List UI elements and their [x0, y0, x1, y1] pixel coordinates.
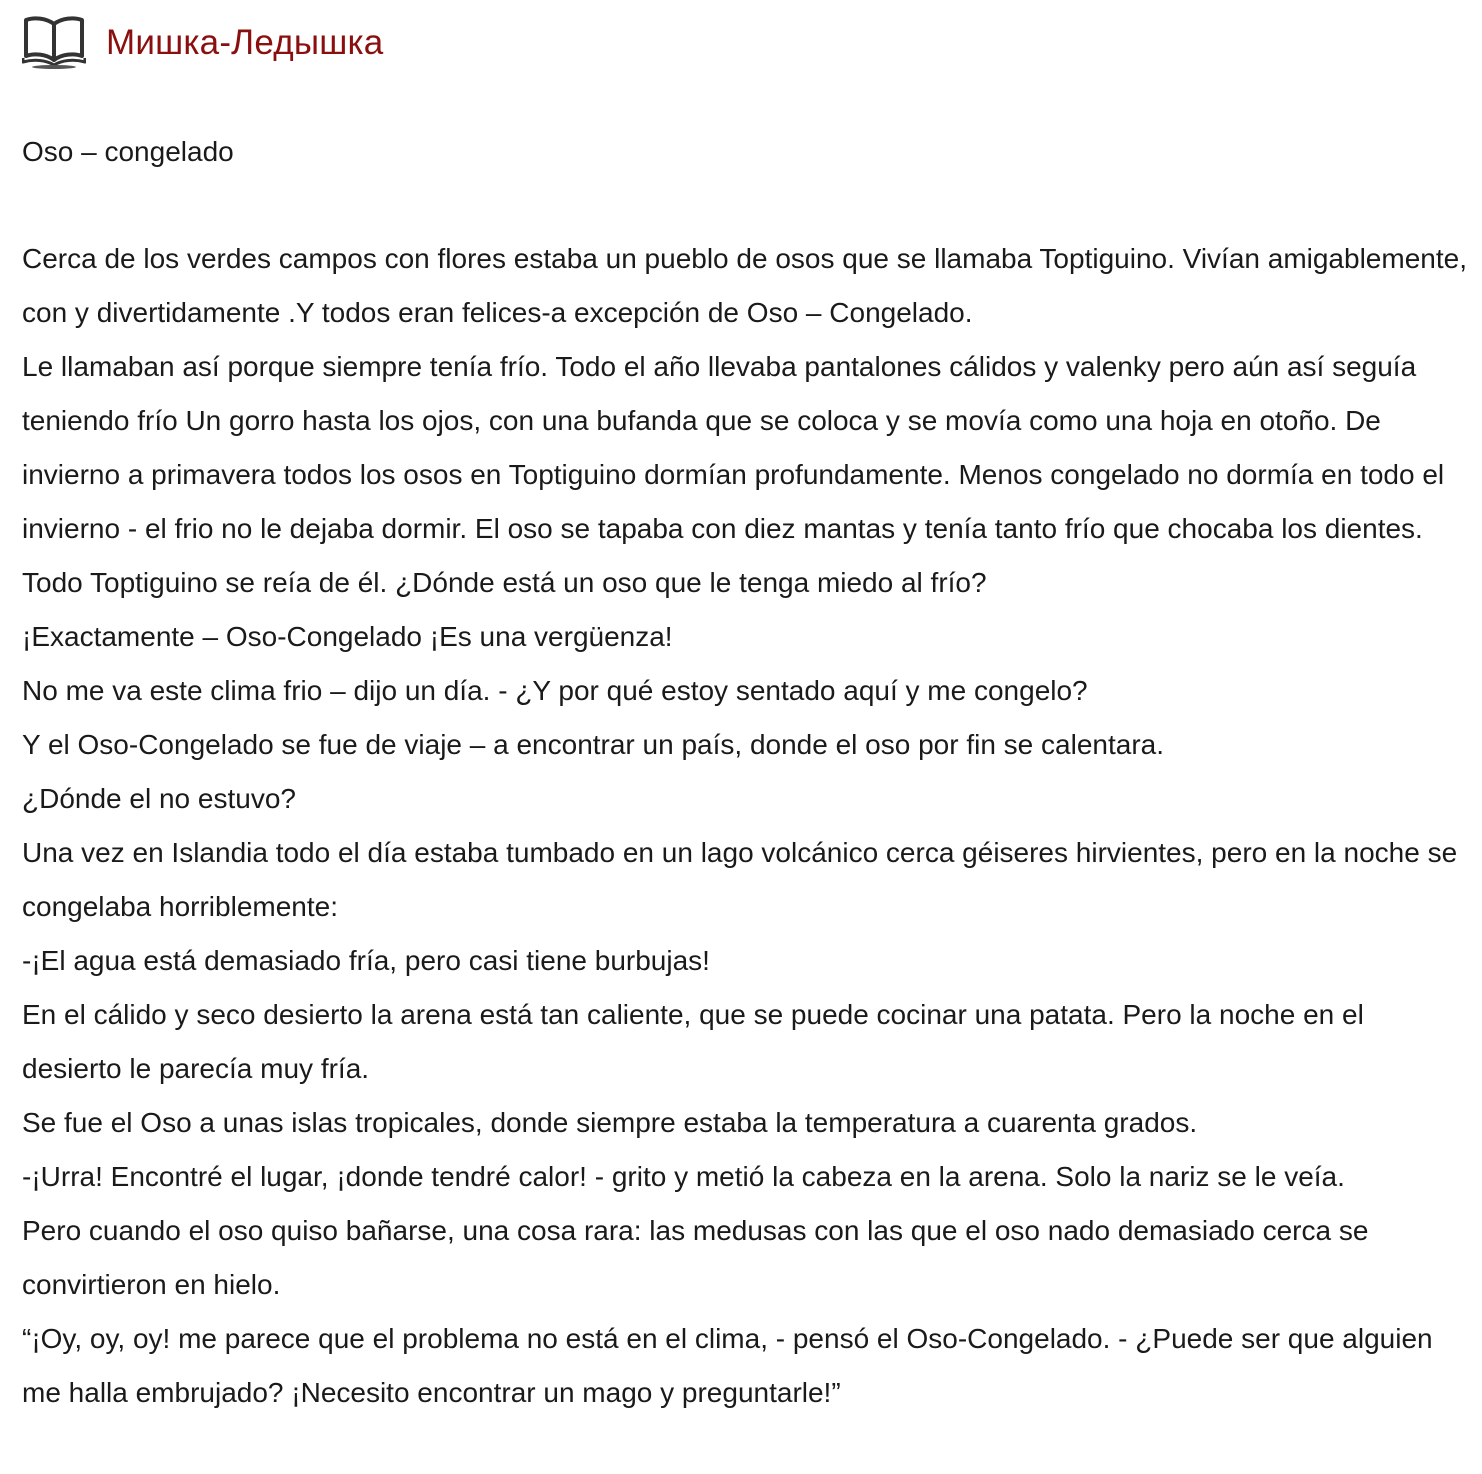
story-paragraph: ¡Exactamente – Oso-Congelado ¡Es una vergüenza!	[22, 621, 673, 652]
story-paragraph: Le llamaban así porque siempre tenía frío. Todo el año llevaba pantalones cálidos y valenky pero aún así seguía teniendo frío Un gorro hasta los ojos, con una bufanda que se coloca y se movía como una hoja en otoño. De invierno a primavera todos los osos en Toptiguino dormían profundamente. Menos congelado no dormía en todo el invierno - el frio no le dejaba dormir. El oso se tapaba con diez mantas y tenía tanto frío que chocaba los dientes.	[22, 351, 1445, 544]
story-paragraph: Pero cuando el oso quiso bañarse, una cosa rara: las medusas con las que el oso nado demasiado cerca se convirtieron en hielo.	[22, 1215, 1369, 1300]
book-icon	[22, 14, 86, 70]
story-title: Oso – congelado	[22, 136, 234, 167]
story-body	[22, 232, 1468, 1420]
story-paragraph: Se fue el Oso a unas islas tropicales, donde siempre estaba la temperatura a cuarenta grados.	[22, 1107, 1198, 1138]
story-paragraph: No me va este clima frio – dijo un día. - ¿Y por qué estoy sentado aquí y me congelo?	[22, 675, 1088, 706]
story-paragraph: En el cálido y seco desierto la arena está tan caliente, que se puede cocinar una patata. Pero la noche en el desierto le parecía muy fría.	[22, 999, 1364, 1084]
story-paragraph: -¡El agua está demasiado fría, pero casi tiene burbujas!	[22, 945, 710, 976]
site-title[interactable]: Мишка-Ледышка	[106, 22, 384, 62]
story-paragraph: -¡Urra! Encontré el lugar, ¡donde tendré calor! - grito y metió la cabeza en la arena. Solo la nariz se le veía.	[22, 1161, 1345, 1192]
story-paragraph: ¿Dónde el no estuvo?	[22, 783, 296, 814]
story-paragraph: Una vez en Islandia todo el día estaba tumbado en un lago volcánico cerca géiseres hirvientes, pero en la noche se congelaba horriblemente:	[22, 837, 1458, 922]
story-paragraph: “¡Oy, oy, oy! me parece que el problema no está en el clima, - pensó el Oso-Congelado. - ¿Puede ser que alguien me halla embrujado? ¡Necesito encontrar un mago y preguntarle!”	[22, 1323, 1433, 1408]
story-paragraph: Y el Oso-Congelado se fue de viaje – a encontrar un país, donde el oso por fin se calentara.	[22, 729, 1164, 760]
site-header	[22, 12, 383, 72]
story-paragraph: Todo Toptiguino se reía de él. ¿Dónde está un oso que le tenga miedo al frío?	[22, 567, 987, 598]
story-paragraph: Cerca de los verdes campos con flores estaba un pueblo de osos que se llamaba Toptiguino. Vivían amigablemente, con y divertidamente .Y todos eran felices-a excepción de Oso – Congelado.	[22, 243, 1467, 328]
